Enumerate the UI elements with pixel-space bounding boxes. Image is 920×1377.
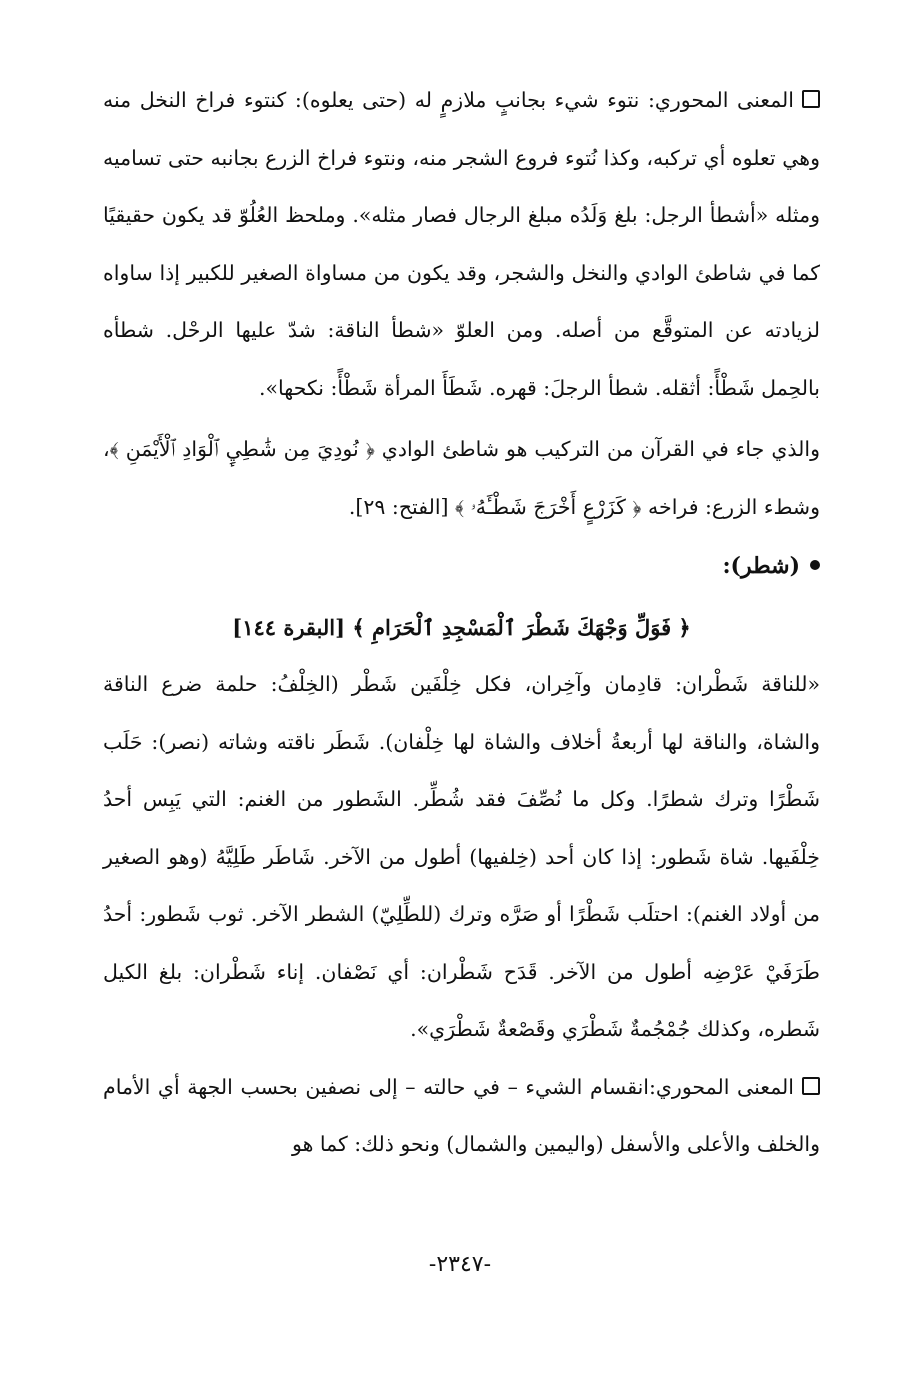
paragraph-core-meaning-shata: [103, 72, 820, 417]
quran-verse: ﴿ فَوَلِّ وَجْهَكَ شَطْرَ ٱلْمَسْجِدِ ٱلْحَرَامِ ﴾ [البقرة ١٤٤]: [232, 615, 691, 640]
checkbox-square-icon: [802, 90, 820, 108]
checkbox-square-icon: [802, 1077, 820, 1095]
entry-heading: [103, 538, 820, 594]
paragraph-text: المعنى المحوري: نتوء شيء بجانبٍ ملازمٍ له (حتى يعلوه): كنتوء فراخ النخل منه وهي تعلوه أي تركبه، وكذا نُتوء فروع الشجر منه، ونتوء فراخ الزرع بجانبه حتى تساميه ومثله «أشطأ الرجل: بلغ وَلَدُه مبلغ الرجال فصار مثله». وملحظ العُلُوّ قد يكون حقيقيًا كما في شاطئ الوادي والنخل والشجر، وقد يكون من مساواة الصغير للكبير إذا ساواه لزيادته عن المتوقَّع من أصله. ومن العلوّ «شطأ الناقة: شدّ عليها الرحْل. شطأه بالحِمل شَطْأً: أثقله. شطأ الرجلَ: قهره. شَطَأَ المرأة شَطْأً: نكحها».: [103, 88, 820, 400]
paragraph-quran-usage: والذي جاء في القرآن من التركيب هو شاطئ الوادي ﴿ نُودِيَ مِن شَٰطِيِٕ ٱلْوَادِ ٱلْأَيْمَنِ ﴾، وشطء الزرع: فراخه ﴿ كَزَرْعٍ أَخْرَجَ شَطْـَٔهُۥ ﴾ [الفتح: ٢٩].: [103, 437, 820, 519]
page-number: -٢٣٤٧-: [428, 1252, 492, 1277]
paragraph-shatr-definitions: «للناقة شَطْران: قادِمان وآخِران، فكل خِلْفَين شَطْر (الخِلْفُ: حلمة ضرع الناقة والشاة، والناقة لها أربعةُ أخلاف والشاة لها خِلْفان). شَطَر ناقته وشاته (نصر): حَلَب شَطْرًا وترك شطرًا. وكل ما نُصِّفَ فقد شُطِّر. الشَطور من الغنم: التي يَبِس أحدُ خِلْفَيها. شاة شَطور: إذا كان أحد (خِلفيها) أطول من الآخر. شَاطَر طَلِيَّهُ (وهو الصغير من أولاد الغنم): احتلَب شَطْرًا أو صَرَّه وترك (للطِّلِيّ) الشطر الآخر. ثوب شَطور: أحدُ طَرَفَيْ عَرْضِه أطول من الآخر. قَدَح شَطْران: أي نَصْفان. إناء شَطْران: بلغ الكيل شَطره، وكذلك جُمْجُمةٌ شَطْرَي وقَصْعةٌ شَطْرَي».: [103, 672, 820, 1041]
paragraph-text: المعنى المحوري:انقسام الشيء – في حالته – إلى نصفين بحسب الجهة أي الأمام والخلف والأعلى والأسفل (واليمين والشمال) ونحو ذلك: كما هو: [103, 1074, 820, 1156]
entry-heading-text: (شطر):: [722, 553, 800, 579]
paragraph-core-meaning-shatr: [103, 1059, 820, 1174]
bullet-icon: [810, 560, 820, 570]
page-content: [103, 72, 820, 1174]
